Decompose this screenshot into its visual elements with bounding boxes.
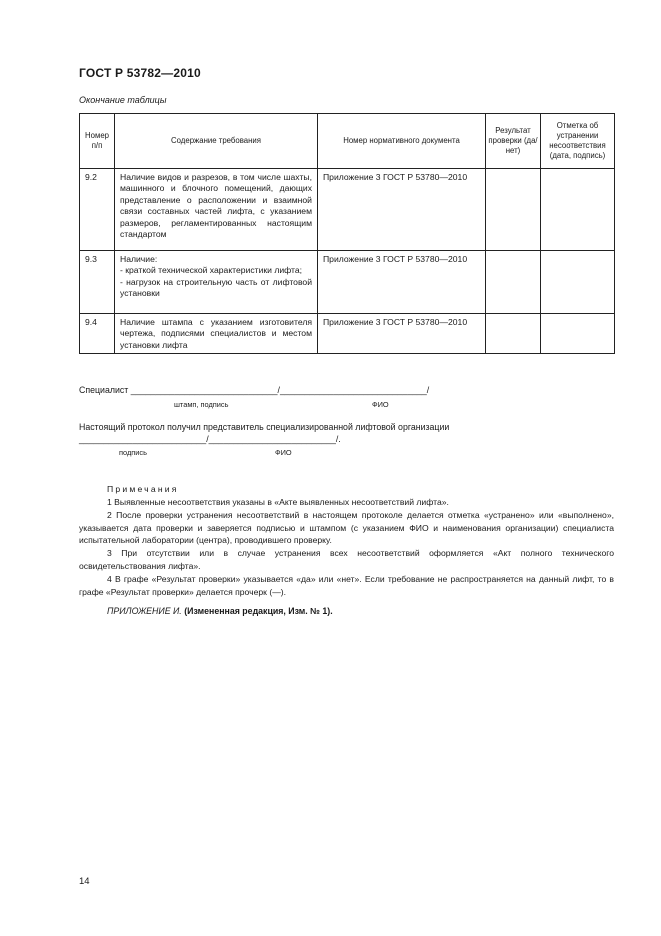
appendix-label: ПРИЛОЖЕНИЕ И. xyxy=(107,606,182,616)
row-number: 9.4 xyxy=(80,314,115,354)
page-number: 14 xyxy=(79,876,90,887)
requirements-table xyxy=(79,113,615,354)
requirement-line: Наличие: xyxy=(120,254,158,264)
row-requirement: Наличие видов и разрезов, в том числе шахты, машинного и блочного помещений, дающих представление о расположении и взаимной связи составных частей лифта, с указанием размеров, регламентированных настоящим стандартом xyxy=(115,169,318,251)
appendix-note xyxy=(107,606,333,616)
row-number: 9.3 xyxy=(80,251,115,314)
row-result xyxy=(486,314,541,354)
specialist-signature-line xyxy=(79,385,429,395)
row-correction xyxy=(541,169,615,251)
row-number: 9.2 xyxy=(80,169,115,251)
row-document: Приложение 3 ГОСТ Р 53780—2010 xyxy=(318,314,486,354)
note-item: 2 После проверки устранения несоответствий в настоящем протоколе делается отметка «устранено» или «выполнено», указывается дата проверки и заверяется подписью и штампом (с указанием ФИО и наименования организации) специалиста испытательной лаборатории (центра), проводившего проверку. xyxy=(79,509,614,546)
specialist-label: Специалист xyxy=(79,385,129,395)
receipt-text: Настоящий протокол получил представитель специализированной лифтовой организации xyxy=(79,422,450,432)
note-item: 4 В графе «Результат проверки» указывается «да» или «нет». Если требование не распространяется на данный лифт, то в графе «Результат проверки» делается прочерк (—). xyxy=(79,573,614,597)
receipt-sub-left: подпись xyxy=(119,448,147,457)
row-document: Приложение 3 ГОСТ Р 53780—2010 xyxy=(318,169,486,251)
specialist-sub-right: ФИО xyxy=(372,400,389,409)
appendix-text: (Измененная редакция, Изм. № 1). xyxy=(184,606,333,616)
note-item: 1 Выявленные несоответствия указаны в «Акте выявленных несоответствий лифта». xyxy=(107,497,449,507)
row-correction xyxy=(541,251,615,314)
receipt-signature-line: __________________________/__________________________/. xyxy=(79,434,341,444)
row-correction xyxy=(541,314,615,354)
row-requirement: Наличие штампа с указанием изготовителя чертежа, подписями специалистов и местом установки лифта xyxy=(115,314,318,354)
row-requirement xyxy=(115,251,318,314)
row-result xyxy=(486,169,541,251)
specialist-blank: ______________________________/______________________________/ xyxy=(130,385,430,395)
col-header-number: Номер п/п xyxy=(80,114,115,169)
table-row xyxy=(80,314,615,354)
requirement-line: - нагрузок на строительную часть от лифтовой установки xyxy=(120,276,312,299)
col-header-document: Номер нормативного документа xyxy=(318,114,486,169)
notes-list xyxy=(79,496,614,598)
table-caption: Окончание таблицы xyxy=(79,95,167,105)
notes-title: Примечания xyxy=(107,484,179,494)
col-header-requirement: Содержание требования xyxy=(115,114,318,169)
receipt-sub-right: ФИО xyxy=(275,448,292,457)
col-header-result: Результат проверки (да/нет) xyxy=(486,114,541,169)
specialist-sub-left: штамп, подпись xyxy=(174,400,229,409)
row-result xyxy=(486,251,541,314)
table-header-row xyxy=(80,114,615,169)
row-document: Приложение 3 ГОСТ Р 53780—2010 xyxy=(318,251,486,314)
table-row xyxy=(80,169,615,251)
requirement-line: - краткой технической характеристики лифта; xyxy=(120,265,303,276)
note-item: 3 При отсутствии или в случае устранения всех несоответствий оформляется «Акт полного технического освидетельствования лифта». xyxy=(79,548,614,571)
col-header-correction: Отметка об устранении несоответствия (дата, подпись) xyxy=(541,114,615,169)
table-row xyxy=(80,251,615,314)
document-header: ГОСТ Р 53782—2010 xyxy=(79,66,201,80)
